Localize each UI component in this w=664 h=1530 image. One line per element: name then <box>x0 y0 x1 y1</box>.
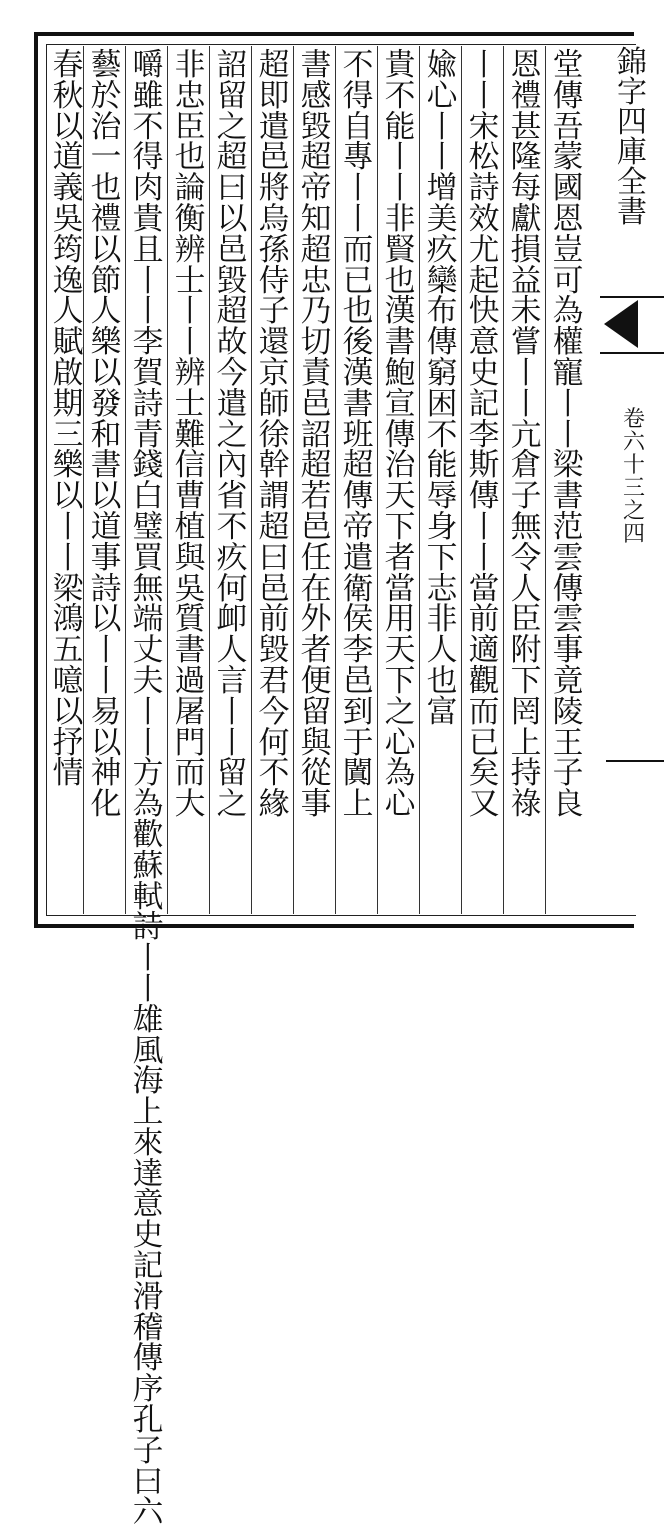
text-column: 藝於治一也禮以節人樂以發和書以道事詩以丨丨易以神化 <box>90 47 122 823</box>
volume-label: 卷六十三之四 <box>622 407 645 548</box>
text-column: 嚼雖不得肉貴且丨丨李賀詩青錢白璧買無端丈夫丨丨方為歡蘇軾詩丨丨雄風海上來達意史記滑稽傳序孔子曰六 <box>132 47 164 1530</box>
text-column: 婾心丨丨增美疚欒布傳窮困不能辱身下志非人也富 <box>426 47 458 730</box>
text-column: 非忠臣也論衡辨士丨丨辨士難信曹植與吳質書過屠門而大 <box>174 47 206 823</box>
text-column: 不得自專丨丨而已也後漢書班超傳帝遣衛侯李邑到于闐上 <box>342 47 374 823</box>
text-column: 超即遣邑將烏孫侍子還京師徐幹謂超曰邑前毀君今何不緣 <box>258 47 290 823</box>
text-column: 丨丨宋松詩效尤起快意史記李斯傳丨丨當前適觀而已矣又 <box>468 47 500 823</box>
fishtail-upper-line <box>600 296 664 298</box>
margin-rule <box>606 760 664 762</box>
text-column: 春秋以道義吳筠逸人賦啟期三樂以丨丨梁鴻五噫以抒情 <box>52 47 84 792</box>
fishtail-mark-icon <box>604 300 638 348</box>
text-column: 詔留之超曰以邑毀超故今遣之內省不疚何卹人言丨丨留之 <box>216 47 248 823</box>
text-column: 堂傳吾蒙國恩豈可為權寵丨丨梁書范雲傳雲事竟陵王子良 <box>552 47 584 823</box>
text-column: 恩禮甚隆每獻損益未嘗丨丨亢倉子無令人臣附下罔上持祿 <box>510 47 542 823</box>
text-column: 貴不能丨丨非賢也漢書鮑宣傳治天下者當用天下之心為心 <box>384 47 416 823</box>
text-column: 書感毀超帝知超忠乃切責邑詔超若邑任在外者便留與從事 <box>300 47 332 823</box>
fishtail-lower-line <box>600 352 664 354</box>
running-title: 錦字四庫全書 <box>617 45 647 230</box>
